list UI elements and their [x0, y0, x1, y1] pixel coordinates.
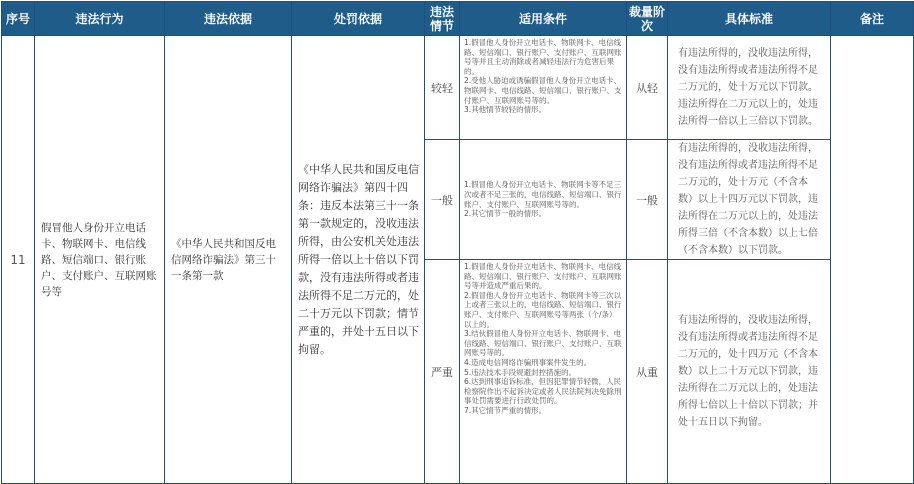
- condition-item: 1.假冒他人身份开立电话卡、物联网卡、电信线路、短信端口、银行账户、支付账户、互联网账号等并且主动消除或者减轻违法行为危害后果的。: [464, 38, 622, 76]
- header-conditions: 适用条件: [460, 2, 627, 36]
- condition-item: 6.达到刑事追诉标准，但因犯罪情节轻微，人民检察院作出不起诉决定或者人民法院判决免除刑事处罚需要进行行政处罚的。: [464, 377, 622, 406]
- plot-level-serious: 严重: [425, 260, 460, 484]
- table-row: [2, 36, 914, 140]
- condition-item: 3.其他情节较轻的情形。: [464, 105, 547, 115]
- conditions-serious: [460, 260, 627, 484]
- penalty-basis: 《中华人民共和国反电信网络诈骗法》第四十四条：违反本法第三十一条第一款规定的，没收违法所得，由公安机关处违法所得一倍以上十倍以下罚款，没有违法所得或者违法所得不足二万元的，处二十万元以下罚款；情节严重的，并处十五日以下拘留。: [292, 36, 425, 484]
- header-standard: 具体标准: [668, 2, 831, 36]
- standard-serious: 有违法所得的，没收违法所得，没有违法所得或者违法所得不足二万元的，处十四万元（不含本数）以上二十万元以下罚款，违法所得在二万元以上的，处违法所得七倍以上十倍以下罚款；并处十五日以下拘留。: [668, 260, 831, 484]
- discretion-step-light: 从轻: [627, 36, 668, 140]
- header-row: [2, 2, 914, 36]
- row-number: 11: [2, 36, 35, 484]
- condition-item: 1.假冒他人身份开立电话卡、物联网卡、电信线路、短信端口、银行账户、支付账户、互联网账号等并造成严重后果的。: [464, 262, 622, 291]
- standard-normal: 有违法所得的，没收违法所得，没有违法所得或者违法所得不足二万元的，处十万元（不含本数）以上十四万元以下罚款，违法所得在二万元以上的，处违法所得三倍（不含本数）以上七倍（不含本数）以下罚款。: [668, 140, 831, 260]
- conditions-normal: [460, 140, 627, 260]
- header-penalty-basis: 处罚依据: [292, 2, 425, 36]
- header-remarks: 备注: [831, 2, 914, 36]
- header-seq: 序号: [2, 2, 35, 36]
- plot-level-normal: 一般: [425, 140, 460, 260]
- remarks-cell: [831, 36, 914, 484]
- condition-item: 5.违法技术手段规避封控措施的。: [464, 367, 577, 377]
- conditions-light: [460, 36, 627, 140]
- condition-item: 2.其它情节一般的情形。: [464, 209, 547, 219]
- condition-item: 1.假冒他人身份开立电话卡、物联网卡等不足三次或者不足三张的，电信线路、短信端口、银行账户、支付账户、互联网账号等的。: [464, 180, 622, 209]
- violation-behavior: 假冒他人身份开立电话卡、物联网卡、电信线路、短信端口、银行账户、支付账户、互联网账号等: [35, 36, 165, 484]
- discretion-step-serious: 从重: [627, 260, 668, 484]
- header-discretion: 裁量阶次: [627, 2, 668, 36]
- condition-item: 4.造成电信网络诈骗刑事案件发生的。: [464, 357, 592, 367]
- standard-light: 有违法所得的，没收违法所得，没有违法所得或者违法所得不足二万元的，处十万元以下罚款。违法所得在二万元以上的，处违法所得一倍以上三倍以下罚款。: [668, 36, 831, 140]
- header-behavior: 违法行为: [35, 2, 165, 36]
- condition-item: 2.假冒他人身份开立电话卡、物联网卡等三次以上或者三张以上的，电信线路、短信端口、银行账户、支付账户、互联网账号等两张（个/条）以上的。: [464, 290, 622, 329]
- violation-law-basis: 《中华人民共和国反电信网络诈骗法》第三十一条第一款: [165, 36, 292, 484]
- condition-item: 3.结伙假冒他人身份开立电话卡、物联网卡、电信线路、短信端口、银行账户、支付账户、互联网账号等的。: [464, 329, 622, 358]
- discretion-standards-table: [1, 1, 914, 484]
- condition-item: 7.其它情节严重的情形。: [464, 405, 547, 415]
- discretion-step-normal: 一般: [627, 140, 668, 260]
- plot-level-light: 较轻: [425, 36, 460, 140]
- condition-item: 2.受他人胁迫或诱骗假冒他人身份开立电话卡、物联网卡、电信线路、短信端口、银行账户、支付账户、互联网账号等的。: [464, 76, 622, 105]
- header-plot: 违法情节: [425, 2, 460, 36]
- header-law-basis: 违法依据: [165, 2, 292, 36]
